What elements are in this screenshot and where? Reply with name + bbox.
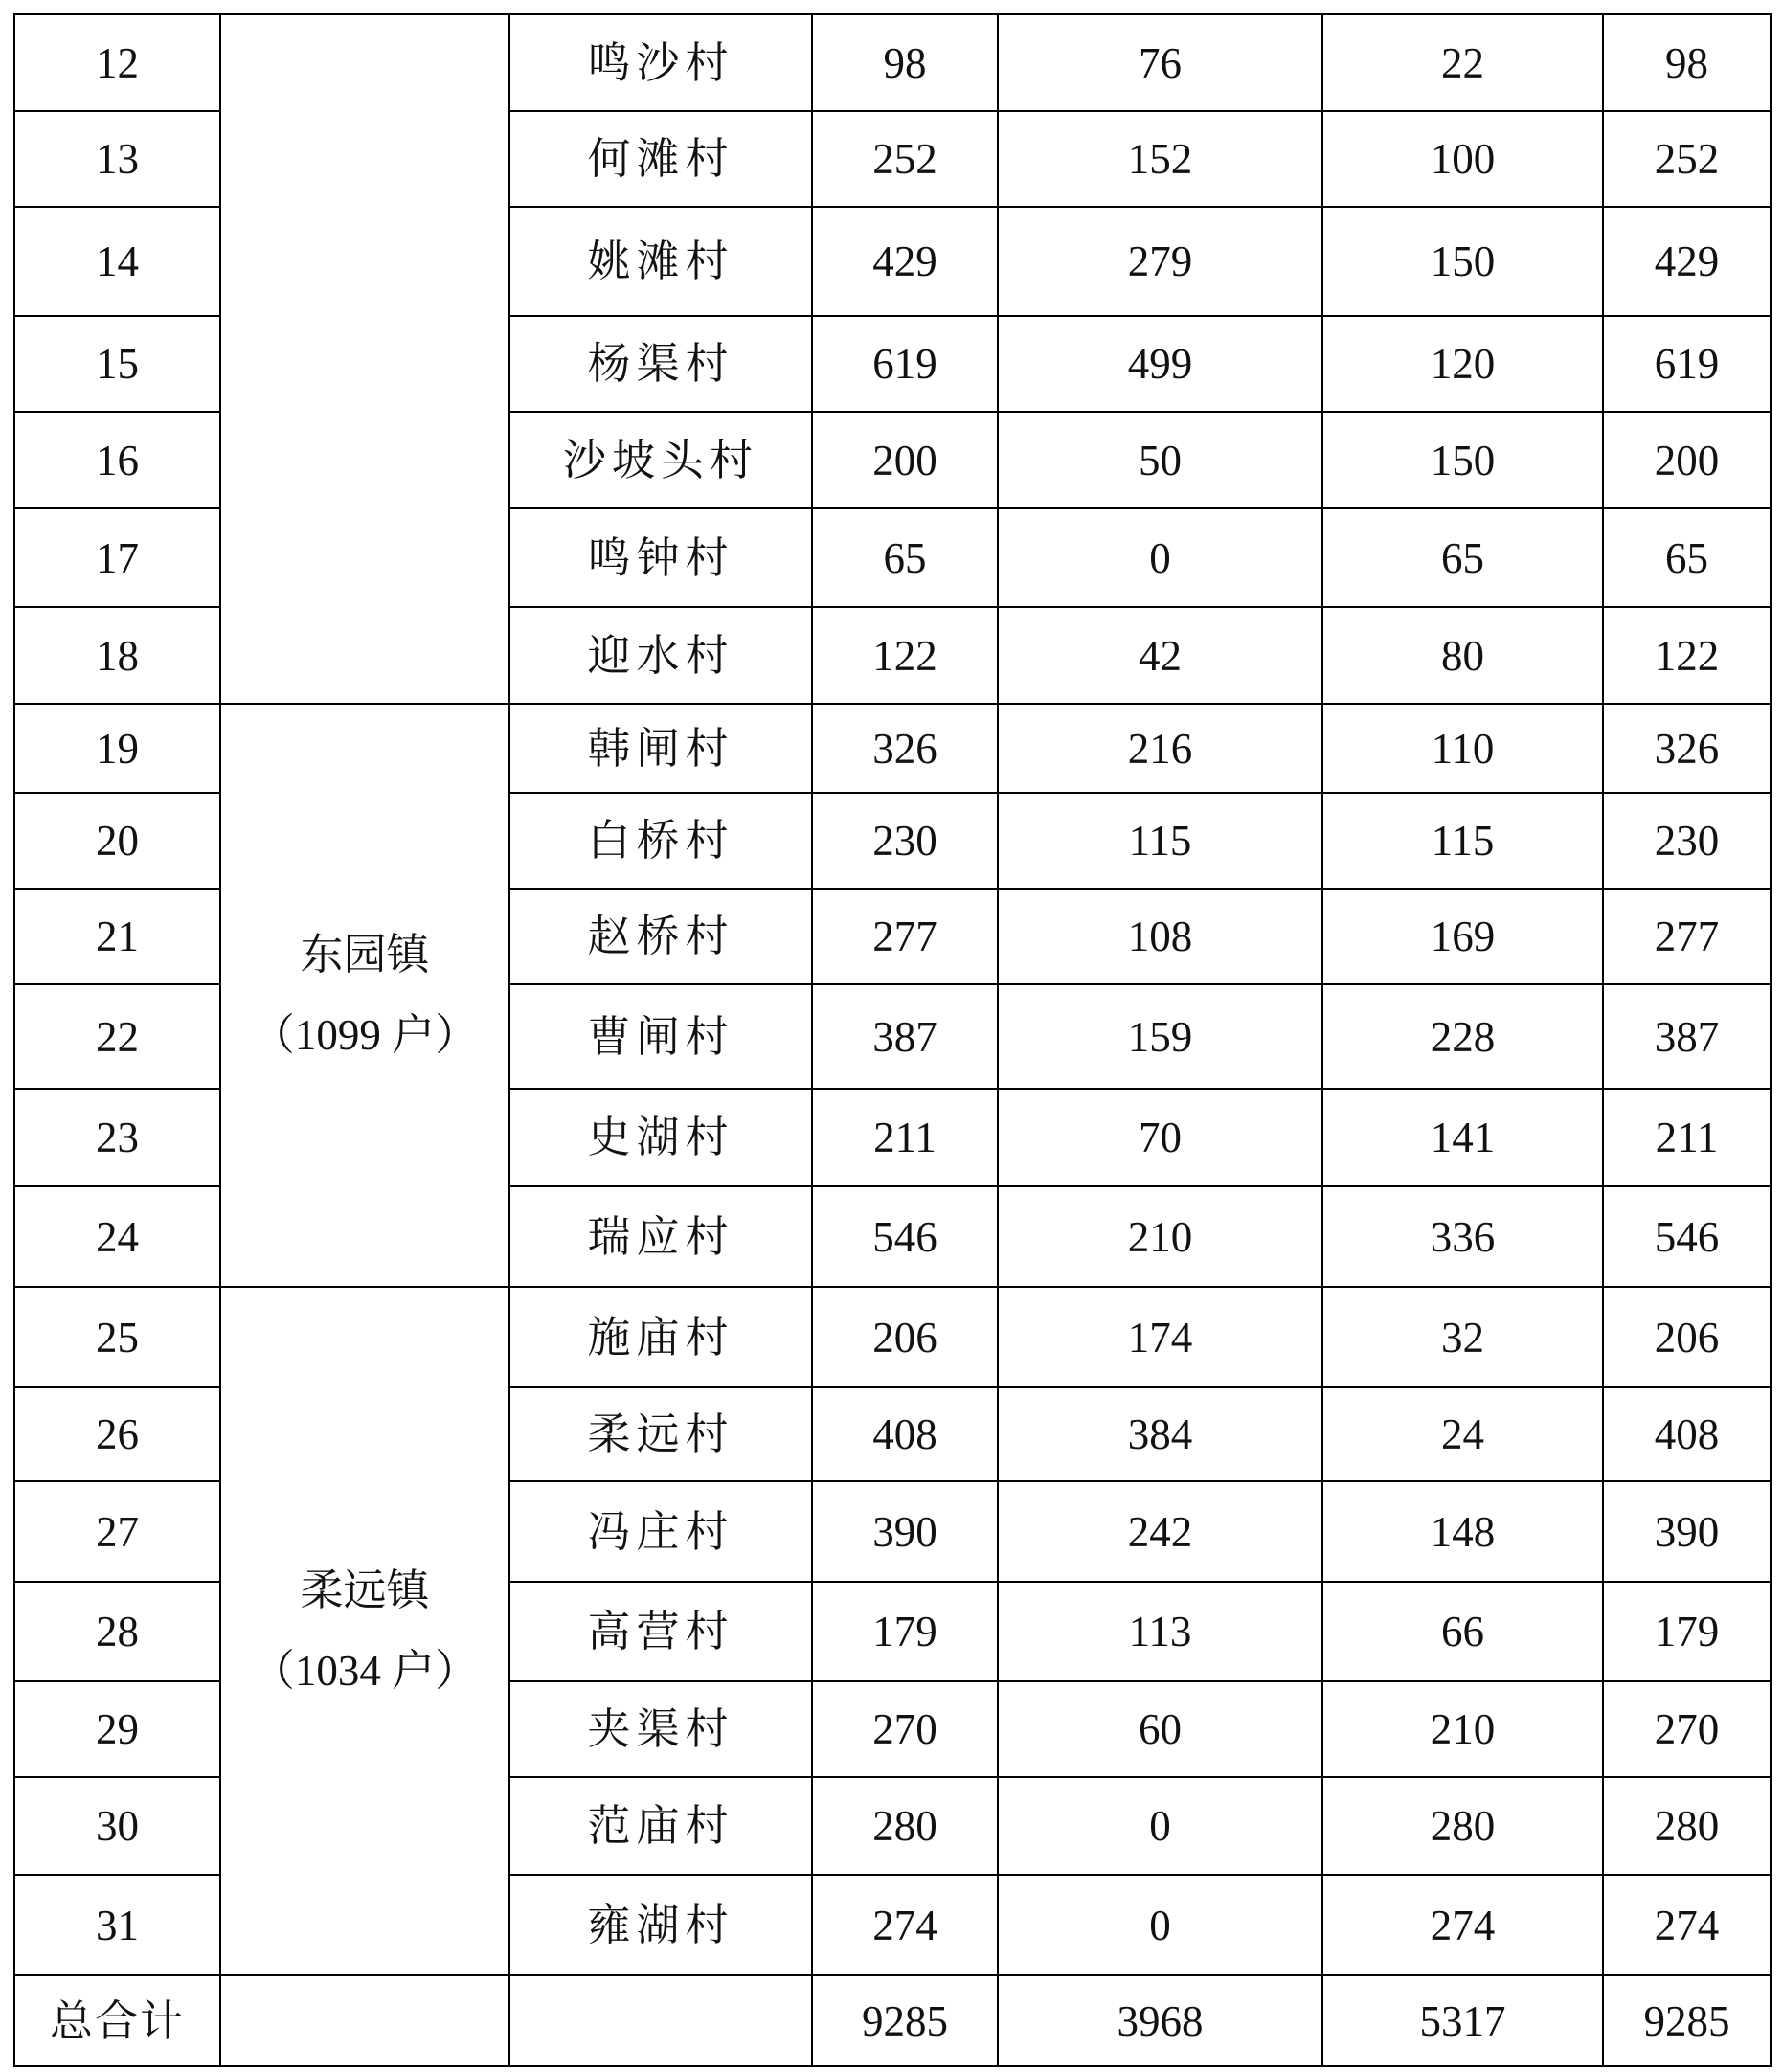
value-cell: 280 bbox=[812, 1777, 998, 1875]
value-cell: 274 bbox=[1322, 1875, 1603, 1975]
value-cell: 150 bbox=[1322, 207, 1603, 316]
value-cell: 242 bbox=[998, 1481, 1322, 1582]
total-empty-cell bbox=[509, 1975, 812, 2066]
value-cell: 216 bbox=[998, 704, 1322, 793]
row-number: 26 bbox=[14, 1387, 220, 1481]
household-table bbox=[13, 13, 1772, 2067]
value-cell: 76 bbox=[998, 14, 1322, 111]
table-row bbox=[14, 1287, 1771, 1387]
total-label: 总合计 bbox=[14, 1975, 220, 2066]
value-cell: 200 bbox=[812, 412, 998, 508]
value-cell: 270 bbox=[812, 1681, 998, 1777]
row-number: 31 bbox=[14, 1875, 220, 1975]
total-empty-cell bbox=[220, 1975, 509, 2066]
row-number: 22 bbox=[14, 984, 220, 1089]
village-name: 范庙村 bbox=[509, 1777, 812, 1875]
village-name: 高营村 bbox=[509, 1582, 812, 1681]
row-number: 23 bbox=[14, 1089, 220, 1186]
value-cell: 148 bbox=[1322, 1481, 1603, 1582]
value-cell: 619 bbox=[1603, 316, 1771, 412]
town-cell-rouyuan bbox=[220, 1287, 509, 1975]
village-name: 史湖村 bbox=[509, 1089, 812, 1186]
village-name: 夹渠村 bbox=[509, 1681, 812, 1777]
row-number: 15 bbox=[14, 316, 220, 412]
value-cell: 115 bbox=[998, 793, 1322, 889]
village-name: 白桥村 bbox=[509, 793, 812, 889]
village-name: 曹闸村 bbox=[509, 984, 812, 1089]
value-cell: 0 bbox=[998, 1777, 1322, 1875]
row-number: 28 bbox=[14, 1582, 220, 1681]
value-cell: 174 bbox=[998, 1287, 1322, 1387]
value-cell: 206 bbox=[812, 1287, 998, 1387]
value-cell: 200 bbox=[1603, 412, 1771, 508]
table-row bbox=[14, 704, 1771, 793]
value-cell: 179 bbox=[812, 1582, 998, 1681]
value-cell: 277 bbox=[812, 889, 998, 984]
town-households: （1034 户） bbox=[251, 1646, 479, 1695]
row-number: 17 bbox=[14, 508, 220, 607]
row-number: 19 bbox=[14, 704, 220, 793]
row-number: 27 bbox=[14, 1481, 220, 1582]
value-cell: 206 bbox=[1603, 1287, 1771, 1387]
value-cell: 408 bbox=[1603, 1387, 1771, 1481]
value-cell: 24 bbox=[1322, 1387, 1603, 1481]
value-cell: 66 bbox=[1322, 1582, 1603, 1681]
value-cell: 619 bbox=[812, 316, 998, 412]
row-number: 25 bbox=[14, 1287, 220, 1387]
total-value: 5317 bbox=[1322, 1975, 1603, 2066]
table-row bbox=[14, 14, 1771, 111]
village-name: 赵桥村 bbox=[509, 889, 812, 984]
row-number: 18 bbox=[14, 607, 220, 704]
value-cell: 108 bbox=[998, 889, 1322, 984]
value-cell: 252 bbox=[1603, 111, 1771, 207]
value-cell: 211 bbox=[812, 1089, 998, 1186]
village-name: 瑞应村 bbox=[509, 1186, 812, 1287]
town-households: （1099 户） bbox=[251, 1010, 479, 1059]
row-number: 16 bbox=[14, 412, 220, 508]
value-cell: 279 bbox=[998, 207, 1322, 316]
town-cell-empty bbox=[220, 14, 509, 704]
value-cell: 115 bbox=[1322, 793, 1603, 889]
value-cell: 280 bbox=[1322, 1777, 1603, 1875]
village-name: 施庙村 bbox=[509, 1287, 812, 1387]
value-cell: 230 bbox=[812, 793, 998, 889]
village-name: 柔远村 bbox=[509, 1387, 812, 1481]
village-name: 鸣钟村 bbox=[509, 508, 812, 607]
value-cell: 277 bbox=[1603, 889, 1771, 984]
value-cell: 326 bbox=[812, 704, 998, 793]
value-cell: 22 bbox=[1322, 14, 1603, 111]
village-name: 雍湖村 bbox=[509, 1875, 812, 1975]
value-cell: 110 bbox=[1322, 704, 1603, 793]
value-cell: 122 bbox=[812, 607, 998, 704]
village-name: 鸣沙村 bbox=[509, 14, 812, 111]
value-cell: 274 bbox=[1603, 1875, 1771, 1975]
value-cell: 336 bbox=[1322, 1186, 1603, 1287]
village-name: 姚滩村 bbox=[509, 207, 812, 316]
value-cell: 120 bbox=[1322, 316, 1603, 412]
row-number: 24 bbox=[14, 1186, 220, 1287]
total-value: 9285 bbox=[1603, 1975, 1771, 2066]
value-cell: 408 bbox=[812, 1387, 998, 1481]
value-cell: 98 bbox=[812, 14, 998, 111]
village-name: 何滩村 bbox=[509, 111, 812, 207]
value-cell: 100 bbox=[1322, 111, 1603, 207]
value-cell: 546 bbox=[1603, 1186, 1771, 1287]
village-name: 杨渠村 bbox=[509, 316, 812, 412]
value-cell: 141 bbox=[1322, 1089, 1603, 1186]
value-cell: 60 bbox=[998, 1681, 1322, 1777]
value-cell: 274 bbox=[812, 1875, 998, 1975]
value-cell: 429 bbox=[1603, 207, 1771, 316]
total-row bbox=[14, 1975, 1771, 2066]
value-cell: 387 bbox=[812, 984, 998, 1089]
value-cell: 210 bbox=[1322, 1681, 1603, 1777]
value-cell: 179 bbox=[1603, 1582, 1771, 1681]
value-cell: 429 bbox=[812, 207, 998, 316]
value-cell: 113 bbox=[998, 1582, 1322, 1681]
value-cell: 387 bbox=[1603, 984, 1771, 1089]
value-cell: 65 bbox=[1322, 508, 1603, 607]
value-cell: 210 bbox=[998, 1186, 1322, 1287]
value-cell: 499 bbox=[998, 316, 1322, 412]
village-name: 沙坡头村 bbox=[509, 412, 812, 508]
value-cell: 50 bbox=[998, 412, 1322, 508]
value-cell: 65 bbox=[1603, 508, 1771, 607]
value-cell: 228 bbox=[1322, 984, 1603, 1089]
value-cell: 390 bbox=[1603, 1481, 1771, 1582]
value-cell: 0 bbox=[998, 508, 1322, 607]
value-cell: 326 bbox=[1603, 704, 1771, 793]
town-name: 柔远镇 bbox=[300, 1566, 430, 1615]
town-name: 东园镇 bbox=[300, 931, 430, 980]
value-cell: 390 bbox=[812, 1481, 998, 1582]
value-cell: 122 bbox=[1603, 607, 1771, 704]
row-number: 29 bbox=[14, 1681, 220, 1777]
value-cell: 65 bbox=[812, 508, 998, 607]
row-number: 14 bbox=[14, 207, 220, 316]
value-cell: 280 bbox=[1603, 1777, 1771, 1875]
row-number: 21 bbox=[14, 889, 220, 984]
value-cell: 546 bbox=[812, 1186, 998, 1287]
town-cell-dongyuan bbox=[220, 704, 509, 1287]
value-cell: 384 bbox=[998, 1387, 1322, 1481]
value-cell: 152 bbox=[998, 111, 1322, 207]
value-cell: 0 bbox=[998, 1875, 1322, 1975]
value-cell: 150 bbox=[1322, 412, 1603, 508]
total-value: 9285 bbox=[812, 1975, 998, 2066]
village-name: 韩闸村 bbox=[509, 704, 812, 793]
value-cell: 211 bbox=[1603, 1089, 1771, 1186]
value-cell: 270 bbox=[1603, 1681, 1771, 1777]
value-cell: 230 bbox=[1603, 793, 1771, 889]
row-number: 30 bbox=[14, 1777, 220, 1875]
row-number: 20 bbox=[14, 793, 220, 889]
value-cell: 32 bbox=[1322, 1287, 1603, 1387]
village-name: 冯庄村 bbox=[509, 1481, 812, 1582]
village-name: 迎水村 bbox=[509, 607, 812, 704]
total-value: 3968 bbox=[998, 1975, 1322, 2066]
value-cell: 70 bbox=[998, 1089, 1322, 1186]
value-cell: 159 bbox=[998, 984, 1322, 1089]
row-number: 12 bbox=[14, 14, 220, 111]
value-cell: 80 bbox=[1322, 607, 1603, 704]
row-number: 13 bbox=[14, 111, 220, 207]
value-cell: 98 bbox=[1603, 14, 1771, 111]
value-cell: 42 bbox=[998, 607, 1322, 704]
value-cell: 169 bbox=[1322, 889, 1603, 984]
value-cell: 252 bbox=[812, 111, 998, 207]
